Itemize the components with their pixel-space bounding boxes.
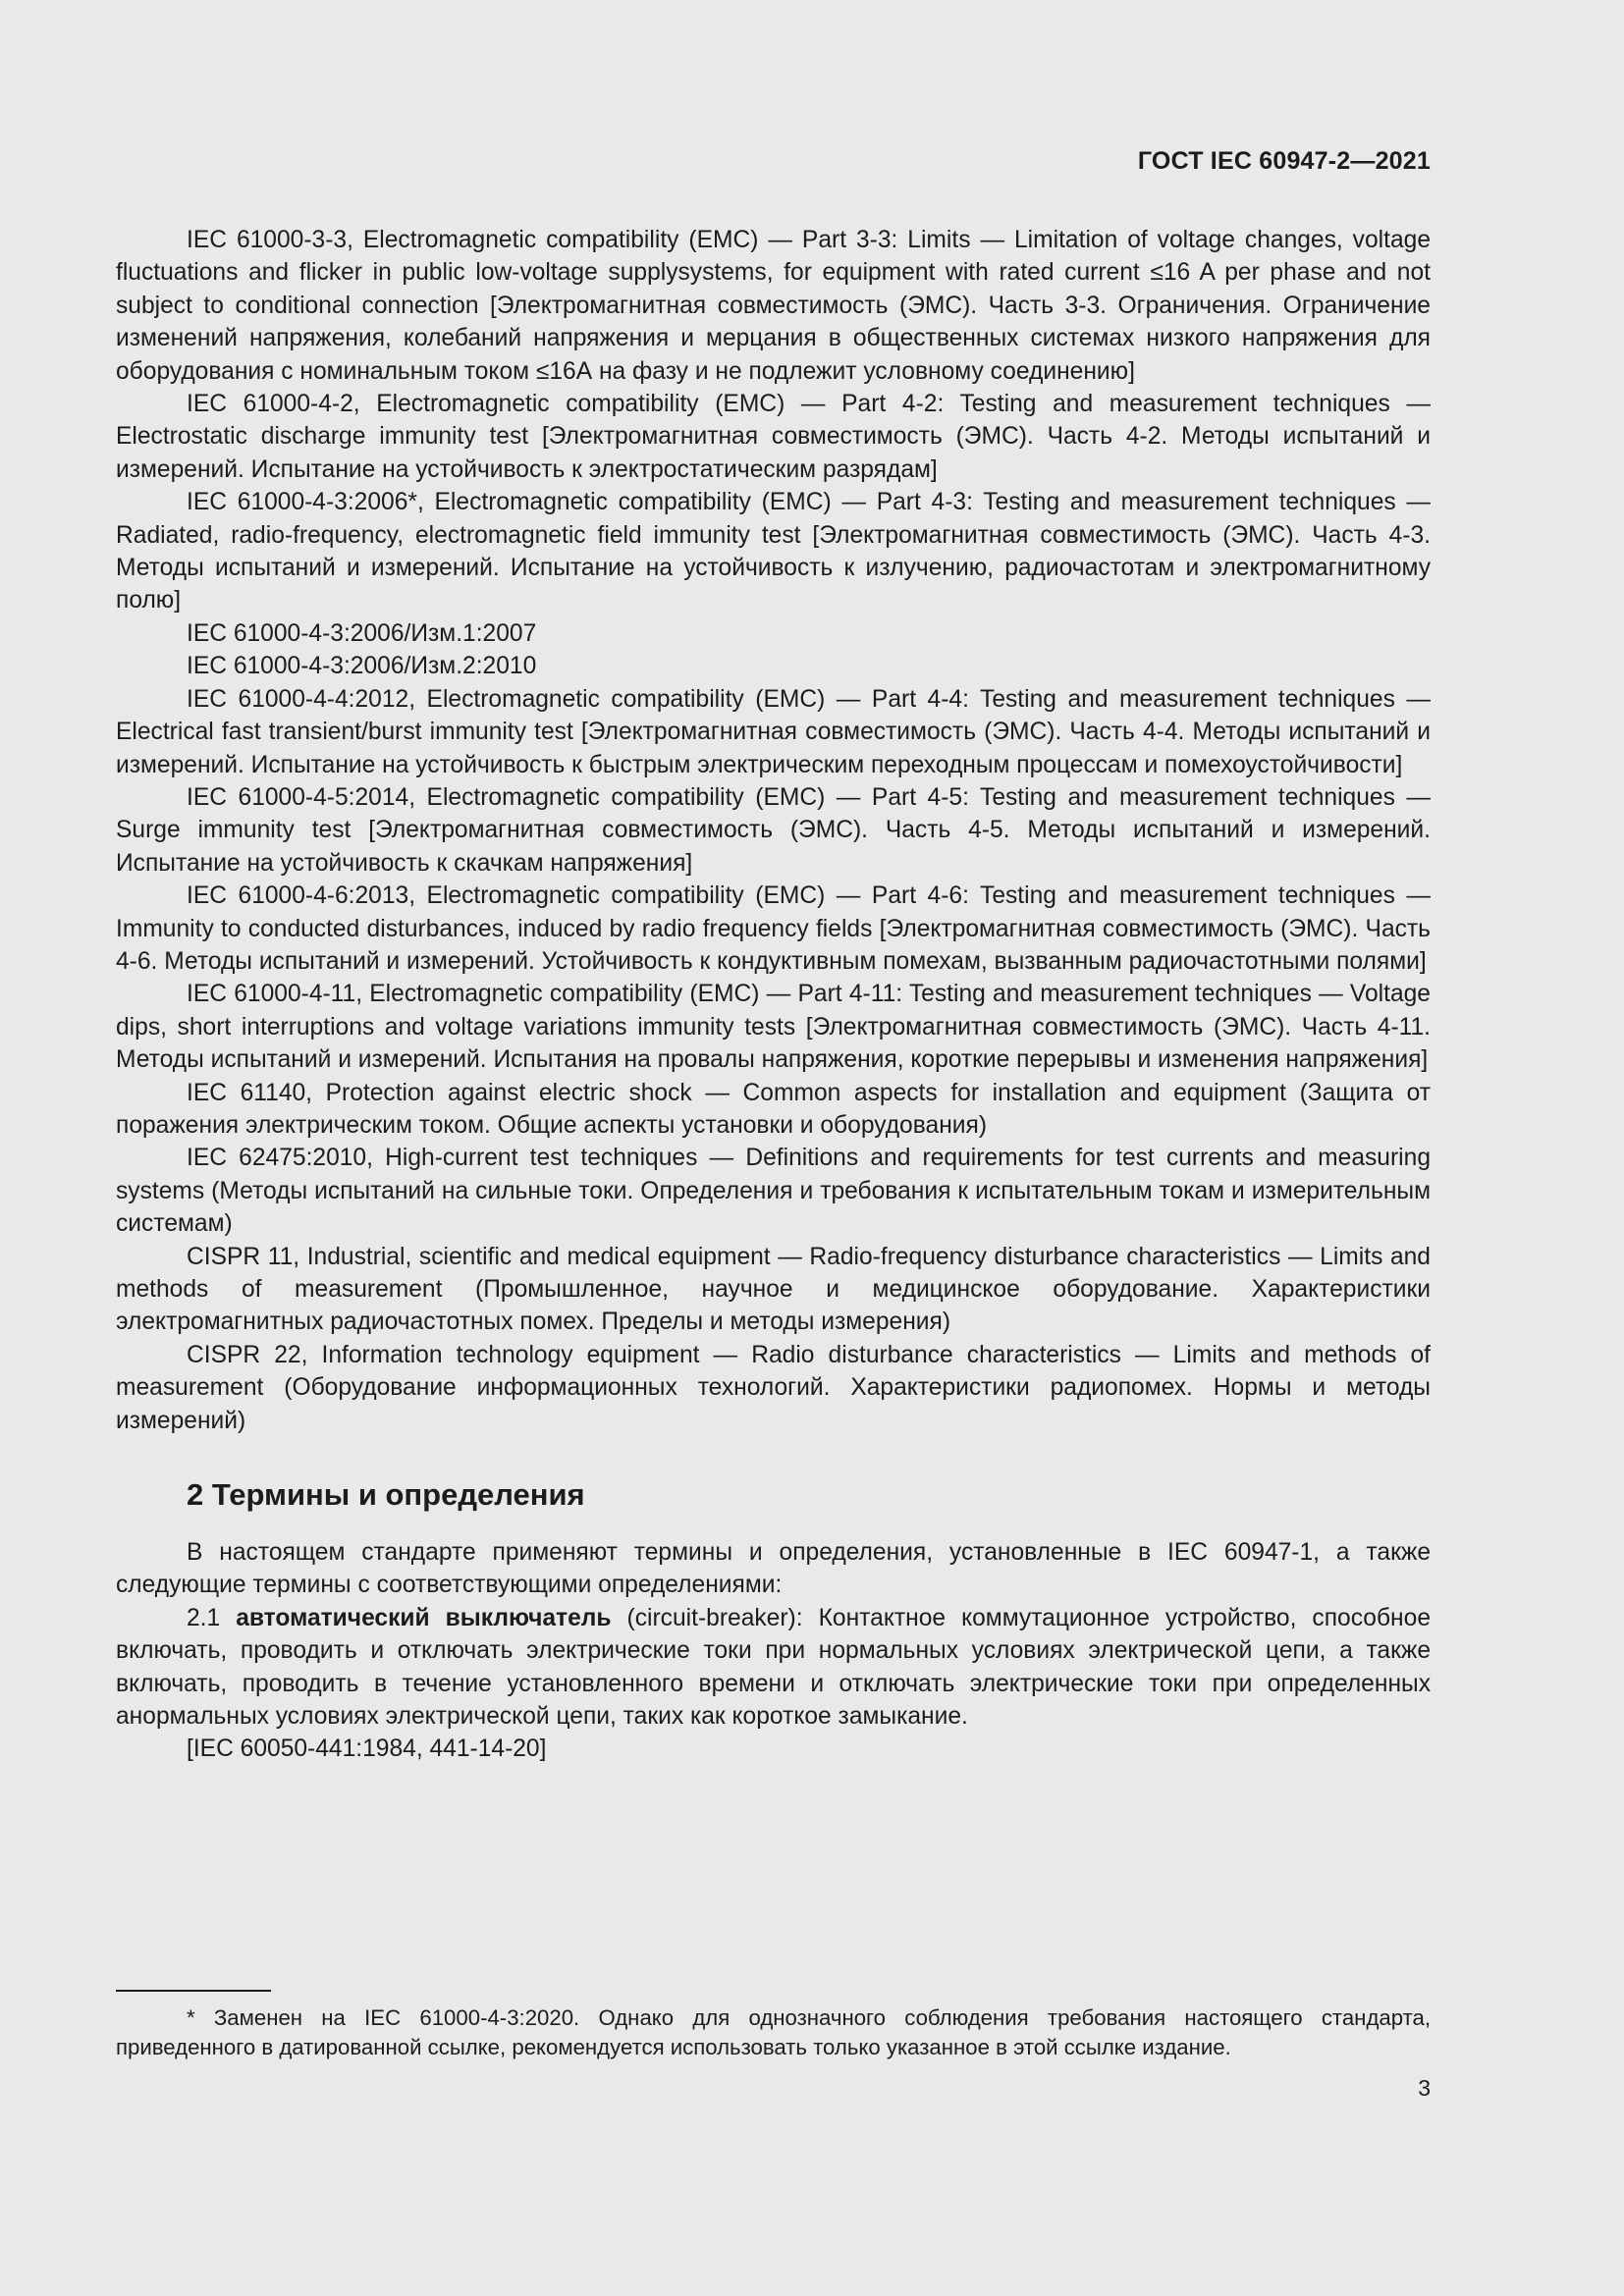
term-definition-paragraph [116,1602,1431,1734]
footnote: * Заменен на IEC 61000-4-3:2020. Однако для однозначного соблюдения требования настоящего стандарта, приведенного в датированной ссылке, рекомендуется использовать только указанное в этой ссылке издание. [116,2005,1431,2059]
term-definition: (circuit-breaker): Контактное коммутационное устройство, способное включать, проводить и отключать электрические токи при нормальных условиях электрической цепи, а также включать, проводить в течение установленного времени и отключать электрические токи при определенных анормальных условиях электрической цепи, таких как короткое замыкание. [116,1604,1431,1731]
reference-cispr-11: CISPR 11, Industrial, scientific and medical equipment — Radio-frequency disturbance characteristics — Limits and methods of measurement (Промышленное, научное и медицинское оборудование. Характеристики электромагнитных радиочастотных помех. Пределы и методы измерения) [116,1243,1431,1336]
reference-iec-61140: IEC 61140, Protection against electric shock — Common aspects for installation and equipment (Защита от поражения электрическим током. Общие аспекты установки и оборудования) [116,1079,1431,1139]
term-name: автоматический выключатель [236,1604,612,1631]
page-number: 3 [1418,2075,1431,2101]
reference-iec-61000-4-11: IEC 61000-4-11, Electromagnetic compatibility (EMC) — Part 4-11: Testing and measurement techniques — Voltage dips, short interruptions and voltage variations immunity tests [Электромагнитная совместимость (ЭМС). Часть 4-11. Методы испытаний и измерений. Испытания на провалы напряжения, короткие перерывы и изменения напряжения] [116,981,1431,1074]
page-body [116,224,1431,1766]
reference-iec-61000-4-3: IEC 61000-4-3:2006*, Electromagnetic compatibility (EMC) — Part 4-3: Testing and measurement techniques — Radiated, radio-frequency, electromagnetic field immunity test [Электромагнитная совместимость (ЭМС). Часть 4-3. Методы испытаний и измерений. Испытание на устойчивость к излучению, радиочастотам и электромагнитному полю] [116,489,1431,614]
reference-iec-61000-4-5: IEC 61000-4-5:2014, Electromagnetic compatibility (EMC) — Part 4-5: Testing and measurement techniques — Surge immunity test [Электромагнитная совместимость (ЭМС). Часть 4-5. Методы испытаний и измерений. Испытание на устойчивость к скачкам напряжения] [116,783,1431,877]
reference-iec-61000-4-3-amd1: IEC 61000-4-3:2006/Изм.1:2007 [187,619,537,647]
reference-iec-62475: IEC 62475:2010, High-current test techniques — Definitions and requirements for test currents and measuring systems (Методы испытаний на сильные токи. Определения и требования к испытательным токам и измерительным системам) [116,1145,1431,1238]
section-heading-terms: 2 Термины и определения [187,1477,585,1513]
reference-iec-61000-3-3: IEC 61000-3-3, Electromagnetic compatibility (EMC) — Part 3-3: Limits — Limitation of voltage changes, voltage fluctuations and flicker in public low-voltage supplysystems, for equipment with rated current ≤16 A per phase and not subject to conditional connection [Электромагнитная совместимость (ЭМС). Часть 3-3. Ограничения. Ограничение изменений напряжения, колебаний напряжения и мерцания в общественных системах низкого напряжения для оборудования с номинальным током ≤16А на фазу и не подлежит условному соединению] [116,227,1431,385]
term-number: 2.1 [187,1604,237,1631]
footnote-separator [116,1990,271,1992]
reference-iec-61000-4-6: IEC 61000-4-6:2013, Electromagnetic compatibility (EMC) — Part 4-6: Testing and measurement techniques — Immunity to conducted disturbances, induced by radio frequency fields [Электромагнитная совместимость (ЭМС). Часть 4-6. Методы испытаний и измерений. Устойчивость к кондуктивным помехам, вызванным радиочастотными полями] [116,882,1431,975]
reference-iec-61000-4-4: IEC 61000-4-4:2012, Electromagnetic compatibility (EMC) — Part 4-4: Testing and measurement techniques — Electrical fast transient/burst immunity test [Электромагнитная совместимость (ЭМС). Часть 4-4. Методы испытаний и измерений. Испытание на устойчивость к быстрым электрическим переходным процессам и помехоустойчивости] [116,685,1431,778]
section-intro: В настоящем стандарте применяют термины и определения, установленные в IEC 60947-1, а также следующие термины с соответствующими определениями: [116,1539,1431,1599]
reference-cispr-22: CISPR 22, Information technology equipment — Radio disturbance characteristics — Limits and methods of measurement (Оборудование информационных технологий. Характеристики радиопомех. Нормы и методы измерений) [116,1341,1431,1434]
reference-iec-61000-4-2: IEC 61000-4-2, Electromagnetic compatibility (EMC) — Part 4-2: Testing and measurement techniques — Electrostatic discharge immunity test [Электромагнитная совместимость (ЭМС). Часть 4-2. Методы испытаний и измерений. Испытание на устойчивость к электростатическим разрядам] [116,391,1431,483]
term-source: [IEC 60050-441:1984, 441-14-20] [187,1735,547,1763]
standard-code-header: ГОСТ IEC 60947-2—2021 [1137,147,1431,175]
reference-iec-61000-4-3-amd2: IEC 61000-4-3:2006/Изм.2:2010 [187,653,537,680]
